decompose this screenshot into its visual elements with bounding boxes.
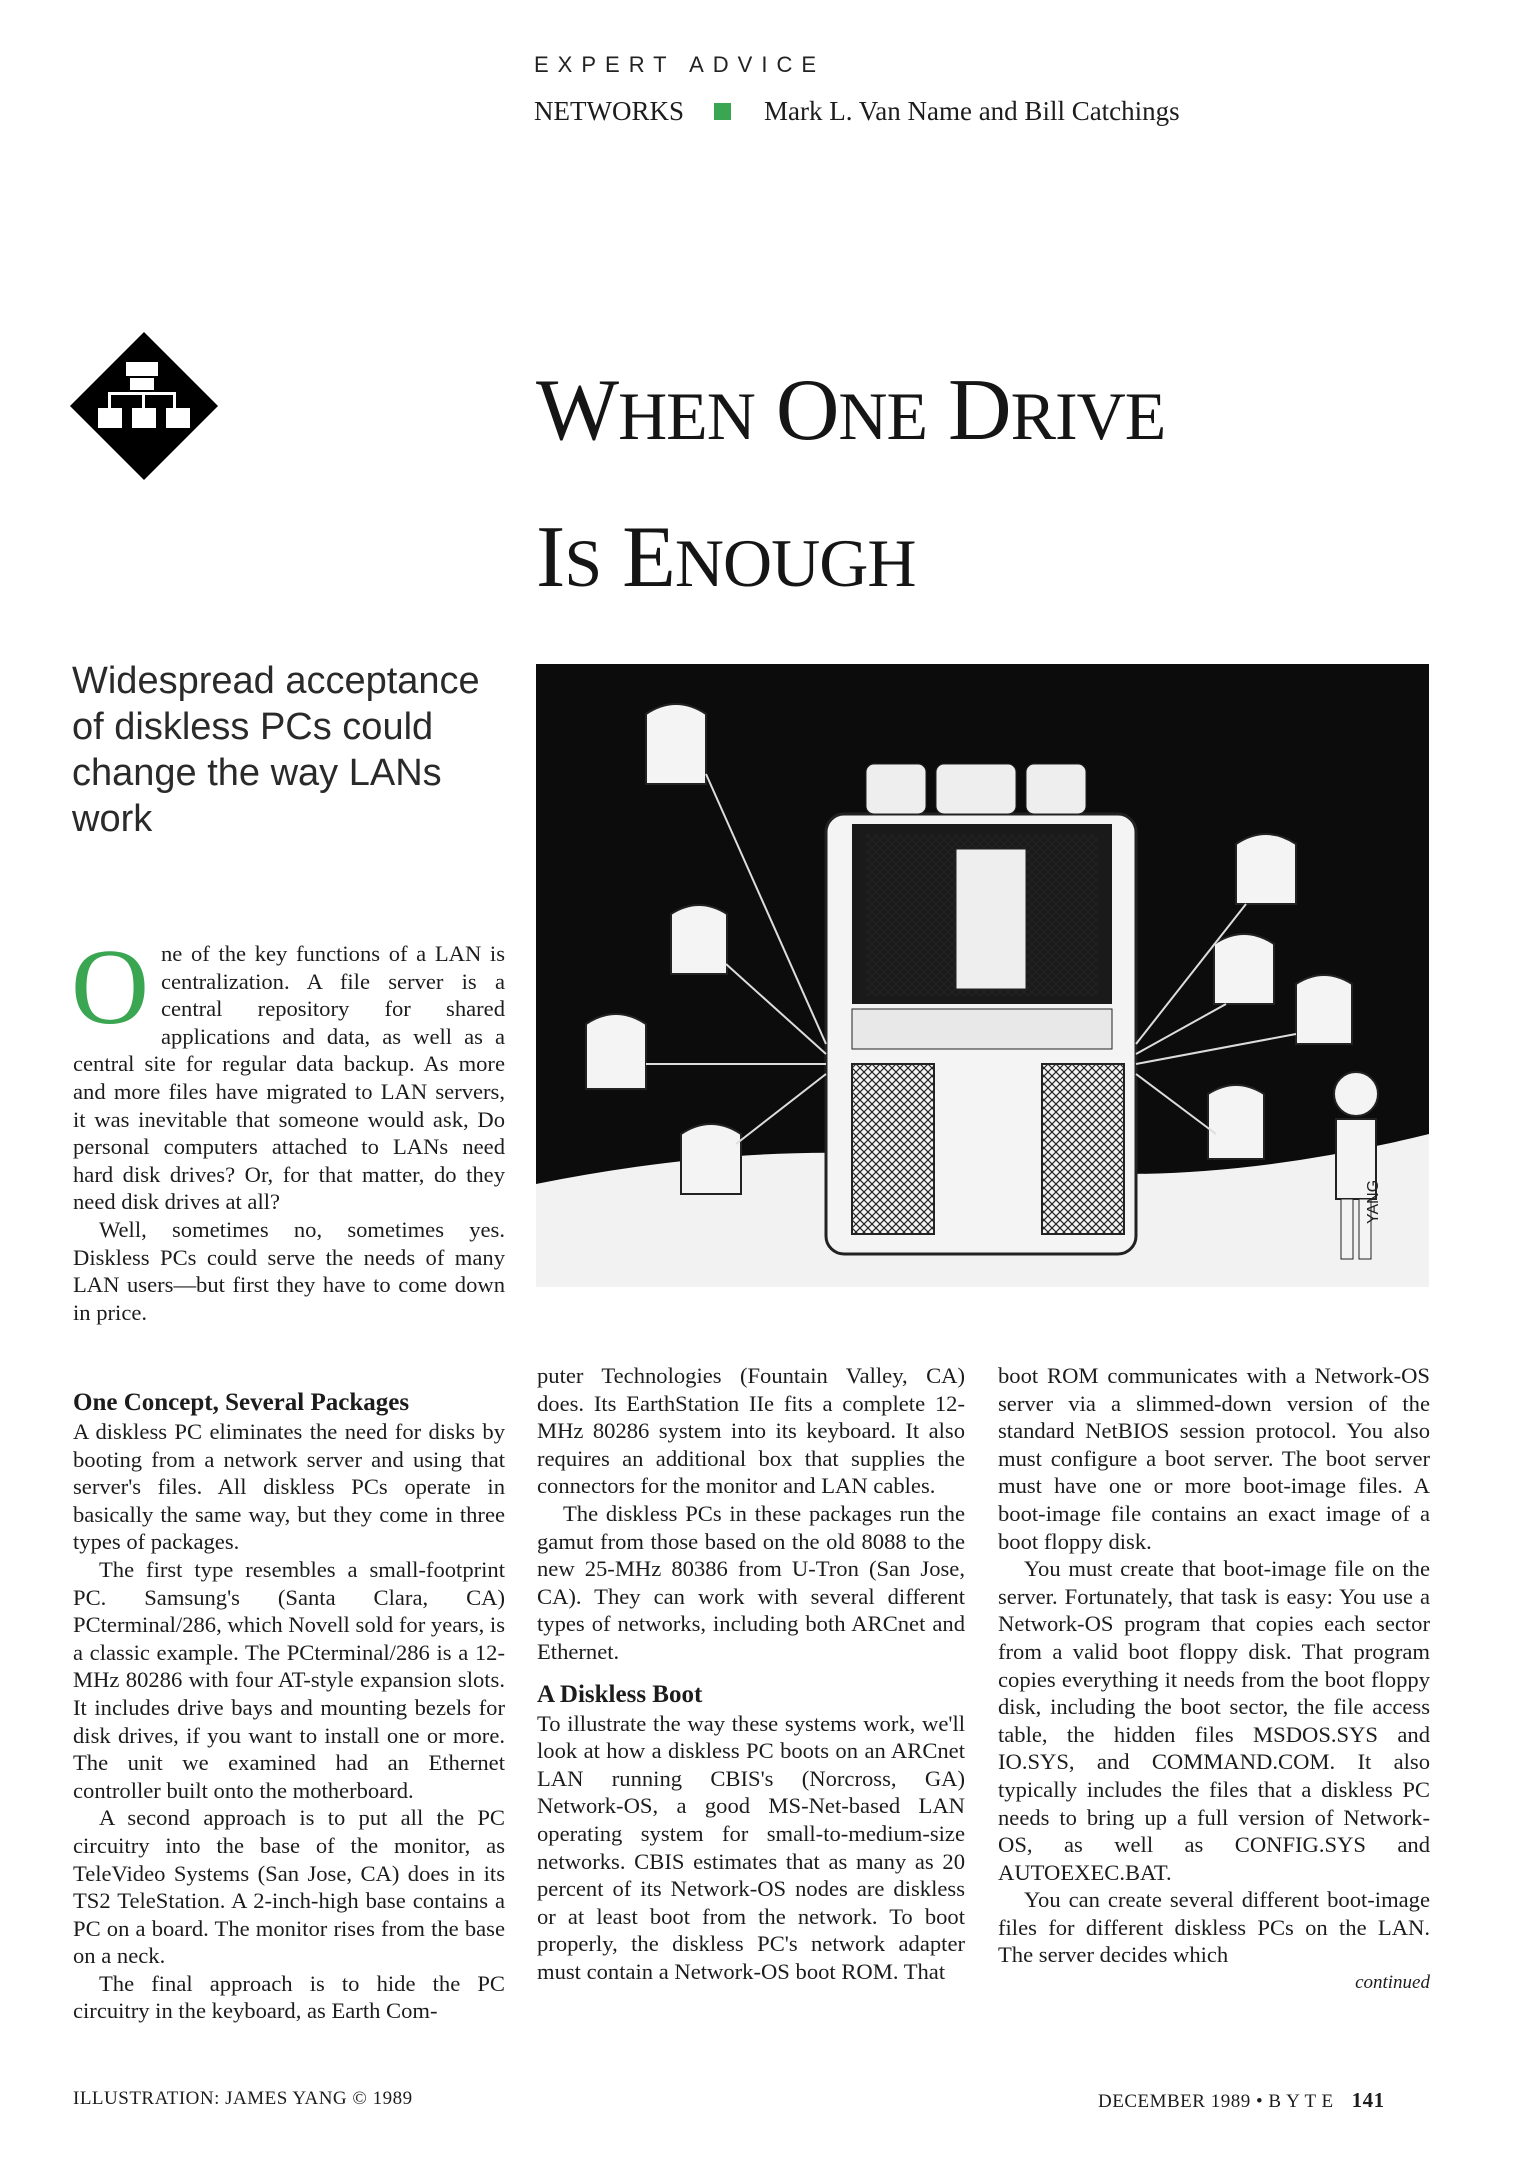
headline-line-2: IS ENOUGH: [536, 509, 916, 606]
paragraph: A diskless PC eliminates the need for disks by booting from a network server and using that server's files. All diskless PCs operate in basically the same way, but they come in three types of packages.: [73, 1419, 505, 1555]
department-line: [534, 96, 1180, 127]
article-column-1-top: [71, 928, 505, 1326]
headline-line-1: WHEN ONE DRIVE: [536, 362, 1166, 459]
folio: [1098, 2088, 1385, 2113]
file-server-illustration: [536, 664, 1429, 1287]
paragraph: The first type resembles a small-footprint PC. Samsung's (Santa Clara, CA) PCterminal/286, which Novell sold for years, is a classic example. The PCterminal/286 is a 12-MHz 80286 with four AT-style expansion slots. It includes drive bays and mounting bezels for disk drives, if you want to install one or more. The unit we examined had an Ethernet controller built onto the motherboard.: [73, 1556, 505, 1803]
headline: [536, 340, 1165, 634]
paragraph: boot ROM communicates with a Network-OS server via a slimmed-down version of the standard NetBIOS session protocol. You also must configure a boot server. The boot server must have one or more boot-image files. A boot-image file contains an exact image of a boot floppy disk.: [998, 1363, 1430, 1554]
subheading: One Concept, Several Packages: [73, 1389, 410, 1416]
deck-subtitle: Widespread acceptance of diskless PCs could change the way LANs work: [72, 660, 480, 840]
paragraph: You must create that boot-image file on the server. Fortunately, that task is easy: You use a Network-OS program that copies each sector from a valid boot floppy disk. That program copies everything it needs from the boot floppy disk, including the boot sector, the file access table, the hidden files MSDOS.SYS and IO.SYS, and COMMAND.COM. It also typically includes the files that a diskless PC needs to bring up a full version of Network-OS, as well as CONFIG.SYS and AUTOEXEC.BAT.: [998, 1556, 1430, 1885]
artist-signature: YANG: [1365, 1179, 1382, 1224]
article-column-3: [998, 1362, 1430, 1997]
separator-square: [714, 103, 731, 120]
article-column-2: [537, 1362, 965, 1985]
paragraph: Well, sometimes no, sometimes yes. Diskless PCs could serve the needs of many LAN users—but first they have to come down in price.: [73, 1216, 505, 1325]
network-diamond-icon: [68, 330, 220, 482]
article-column-1: [73, 1388, 505, 2025]
section-name: NETWORKS: [534, 96, 684, 126]
paragraph: ne of the key functions of a LAN is centralization. A file server is a central repository for shared applications and data, as well as a central site for regular data backup. As more and more files have migrated to LAN servers, it was inevitable that someone would ask, Do personal computers attached to LANs need hard disk drives? Or, for that matter, do they need disk drives at all?: [73, 941, 505, 1215]
paragraph: A second approach is to put all the PC circuitry into the base of the monitor, as TeleVideo Systems (San Jose, CA) does in its TS2 TeleStation. A 2-inch-high base contains a PC on a board. The monitor rises from the base on a neck.: [73, 1805, 505, 1969]
paragraph: The diskless PCs in these packages run the gamut from those based on the old 8088 to the new 25-MHz 80386 from U-Tron (San Jose, CA). They can work with several different types of networks, including both ARCnet and Ethernet.: [537, 1500, 965, 1664]
illustration-credit: ILLUSTRATION: JAMES YANG © 1989: [73, 2088, 413, 2109]
section-kicker: EXPERT ADVICE: [534, 52, 826, 77]
paragraph: puter Technologies (Fountain Valley, CA) does. Its EarthStation IIe fits a complete 12-MHz 80286 system into its keyboard. It also requires an additional box that supplies the connectors for the monitor and LAN cables.: [537, 1363, 965, 1499]
page-number: 141: [1351, 2088, 1385, 2112]
issue-date: DECEMBER 1989 • B Y T E: [1098, 2091, 1334, 2112]
paragraph: The final approach is to hide the PC circuitry in the keyboard, as Earth Com-: [73, 1970, 505, 2024]
paragraph: To illustrate the way these systems work, we'll look at how a diskless PC boots on an ARCnet LAN running CBIS's (Norcross, GA) Network-OS, a good MS-Net-based LAN operating system for small-to-medium-size networks. CBIS estimates that as many as 20 percent of its Network-OS nodes are diskless or at least boot from the network. To boot properly, the diskless PC's network adapter must contain a Network-OS boot ROM. That: [537, 1710, 965, 1984]
author-byline: Mark L. Van Name and Bill Catchings: [764, 96, 1180, 126]
paragraph: You can create several different boot-image files for different diskless PCs on the LAN. The server decides which: [998, 1887, 1430, 1968]
drop-cap: O: [71, 928, 149, 1047]
continued-label: continued: [1355, 1972, 1430, 1994]
subheading: A Diskless Boot: [537, 1680, 703, 1708]
